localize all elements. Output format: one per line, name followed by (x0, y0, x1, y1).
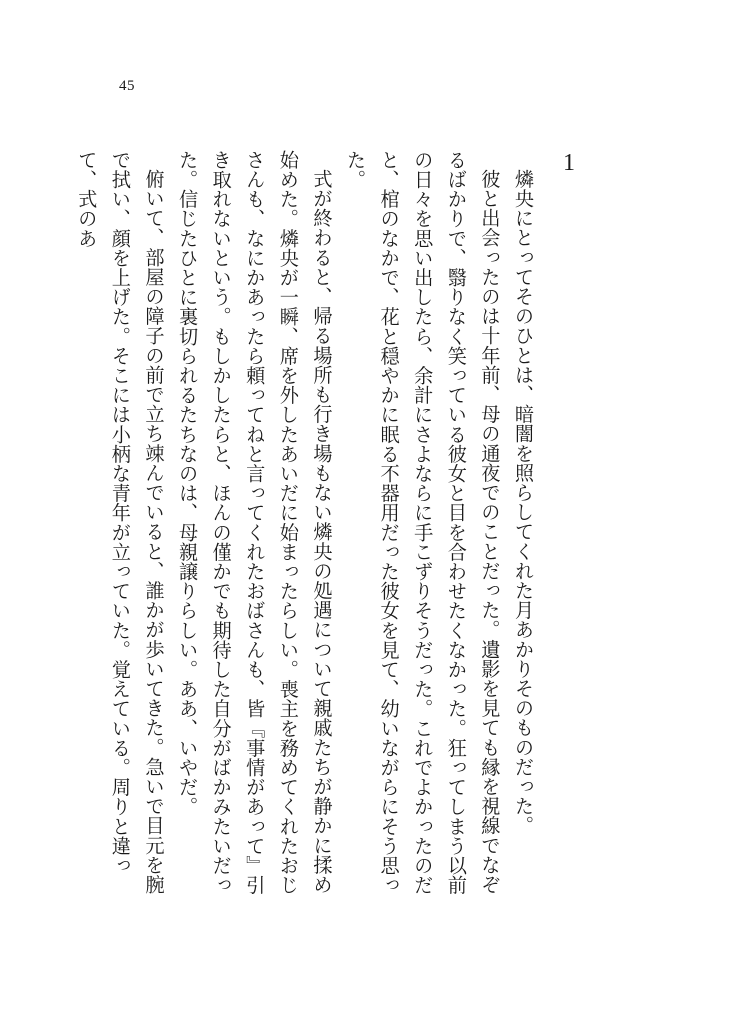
paragraph: 式が終わると、帰る場所も行き場もない燐央の処遇について親戚たちが静かに揉め始めた。燐央が一瞬、席を外したあいだに始まったらしい。喪主を務めてくれたおじさんも、なにかあったら頼ってねと言ってくれたおばさんも、皆『事情があって』引き取れないという。もしかしたらと、ほんの僅かでも期待した自分がばかみたいだった。信じたひとに裏切られるたちなのは、母親譲りらしい。ああ、いやだ。 (176, 150, 334, 895)
chapter-number: 1 (563, 150, 575, 176)
vertical-text-body (75, 150, 540, 910)
page-number: 45 (119, 78, 135, 94)
paragraph: 燐央にとってそのひとは、暗闇を照らしてくれた月あかりそのものだった。 (512, 169, 535, 836)
paragraph: 彼と出会ったのは十年前、母の通夜でのことだった。遺影を見ても縁を視線でなぞるばかりで、翳りなく笑っている彼女と目を合わせたくなかった。狂ってしまう以前の日々を思い出したら、余計にさよならに手こずりそうだった。これでよかったのだと、棺のなかで、花と穏やかに眠る不器用だった彼女を見て、幼いながらにそう思った。 (344, 150, 502, 895)
paragraph: 俯いて、部屋の障子の前で立ち竦んでいると、誰かが歩いてきた。急いで目元を腕で拭い、顔を上げた。そこには小柄な青年が立っていた。覚えている。周りと違って、式のあ (75, 150, 166, 895)
